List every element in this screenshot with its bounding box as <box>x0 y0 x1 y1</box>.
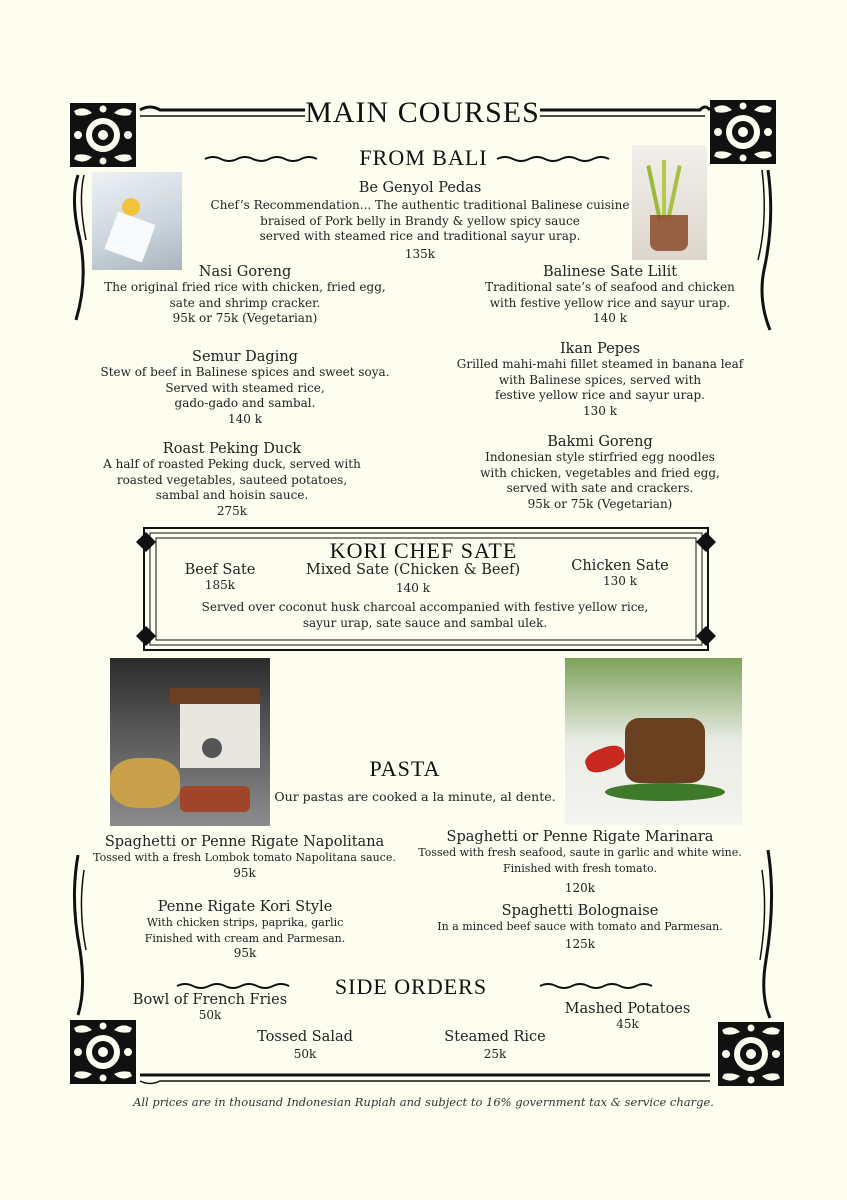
wave-flourish-icon <box>205 157 317 161</box>
sate-description <box>180 600 670 631</box>
description-line: Tossed with fresh seafood, saute in garlic and white wine. <box>418 846 742 859</box>
item-price: 125k <box>564 936 596 951</box>
item-description <box>440 450 760 497</box>
item-name: Spaghetti Bolognaise <box>501 903 659 919</box>
item-price: 45k <box>616 1017 639 1031</box>
item-description <box>425 919 735 935</box>
menu-item <box>440 264 780 325</box>
pasta-intro: Our pastas are cooked a la minute, al dente. <box>274 789 556 804</box>
item-price: 140 k <box>396 581 430 595</box>
section-heading-pasta: PASTA <box>369 756 441 781</box>
item-name: Spaghetti or Penne Rigate Marinara <box>446 829 714 845</box>
menu-item-featured <box>195 180 645 261</box>
description-line: sayur urap, sate sauce and sambal ulek. <box>302 615 548 630</box>
item-name: Semur Daging <box>192 349 298 365</box>
item-price: 135k <box>404 246 436 261</box>
item-name: Roast Peking Duck <box>162 441 302 457</box>
menu-item <box>82 834 407 880</box>
item-description <box>405 845 755 876</box>
description-line: With chicken strips, paprika, garlic <box>146 916 344 929</box>
item-price: 95k <box>233 865 256 880</box>
menu-item <box>555 1001 700 1031</box>
menu-item <box>425 903 735 951</box>
price-footnote: All prices are in thousand Indonesian Rupiah and subject to 16% government tax & service charge. <box>133 1095 714 1109</box>
menu-item <box>440 434 760 511</box>
item-description <box>110 915 380 946</box>
description-line: with Balinese spices, served with <box>498 372 702 387</box>
pork-belly-dish-photo <box>565 658 742 825</box>
description-line: Finished with cream and Parmesan. <box>144 931 346 945</box>
menu-item <box>298 562 528 595</box>
menu-item <box>435 1029 555 1061</box>
item-price: 130 k <box>603 574 637 588</box>
description-line: Finished with fresh tomato. <box>503 861 657 875</box>
description-line: In a minced beef sauce with tomato and Parmesan. <box>437 920 723 933</box>
wave-flourish-icon <box>177 984 289 988</box>
item-name: Penne Rigate Kori Style <box>157 899 333 915</box>
description-line: sate and shrimp cracker. <box>169 295 321 310</box>
description-line: Served over coconut husk charcoal accompanied with festive yellow rice, <box>201 600 649 614</box>
menu-item <box>405 829 755 895</box>
description-line: Grilled mahi-mahi fillet steamed in banana leaf <box>456 357 744 371</box>
item-name: Tossed Salad <box>257 1029 353 1045</box>
item-price: 130 k <box>583 403 617 418</box>
description-line: Traditional sate’s of seafood and chicken <box>485 280 735 294</box>
item-price: 185k <box>204 578 236 592</box>
menu-item <box>430 341 770 418</box>
table-setting-photo <box>92 172 182 270</box>
description-line: Served with steamed rice, <box>165 380 325 395</box>
page-title: MAIN COURSES <box>305 96 540 129</box>
description-line: Indonesian style stirfried egg noodles <box>485 450 715 464</box>
description-line: roasted vegetables, sauteed potatoes, <box>116 472 348 487</box>
item-name: Nasi Goreng <box>198 264 292 280</box>
item-name: Spaghetti or Penne Rigate Napolitana <box>104 834 385 850</box>
description-line: served with sate and crackers. <box>506 481 694 495</box>
item-description <box>195 198 645 245</box>
item-price: 95k <box>233 946 257 960</box>
item-description <box>85 365 405 412</box>
menu-item <box>110 899 380 960</box>
section-heading-sate: KORI CHEF SATE <box>329 538 518 563</box>
menu-item <box>72 441 392 518</box>
description-line: gado-gado and sambal. <box>174 396 316 410</box>
item-description <box>72 457 392 504</box>
item-name: Mixed Sate (Chicken & Beef) <box>305 562 521 578</box>
item-name: Bakmi Goreng <box>547 434 653 450</box>
menu-item <box>85 349 405 426</box>
menu-item <box>245 1029 365 1061</box>
item-description <box>85 280 405 311</box>
description-line: Tossed with a fresh Lombok tomato Napolitana sauce. <box>93 851 396 864</box>
corner-ornament-icon <box>710 100 776 164</box>
item-price: 95k or 75k (Vegetarian) <box>527 496 673 511</box>
item-price: 140 k <box>228 411 262 426</box>
item-description <box>440 280 780 311</box>
description-line: Stew of beef in Balinese spices and sweet soya. <box>100 365 390 379</box>
description-line: sambal and hoisin sauce. <box>155 488 309 502</box>
item-description <box>430 357 770 404</box>
description-line: Chef’s Recommendation... The authentic traditional Balinese cuisine <box>210 198 630 212</box>
corner-ornament-icon <box>70 103 136 167</box>
description-line: A half of roasted Peking duck, served with <box>103 457 361 471</box>
item-name: Bowl of French Fries <box>132 992 288 1008</box>
description-line: festive yellow rice and sayur urap. <box>495 388 705 402</box>
item-price: 95k or 75k (Vegetarian) <box>172 311 318 325</box>
item-price: 25k <box>483 1047 507 1061</box>
menu-item <box>170 562 270 592</box>
menu-item <box>130 992 290 1022</box>
menu-item <box>85 264 405 325</box>
description-line: The original fried rice with chicken, fried egg, <box>104 280 386 294</box>
description-line: with chicken, vegetables and fried egg, <box>480 465 720 480</box>
description-line: braised of Pork belly in Brandy & yellow spicy sauce <box>260 213 580 228</box>
item-name: Ikan Pepes <box>559 341 641 357</box>
item-name: Steamed Rice <box>444 1029 546 1045</box>
item-price: 275k <box>216 503 248 518</box>
item-name: Balinese Sate Lilit <box>542 264 678 280</box>
description-line: served with steamed rice and traditional sayur urap. <box>259 229 581 243</box>
item-description <box>82 850 407 866</box>
item-name: Beef Sate <box>184 562 256 578</box>
item-price: 50k <box>293 1047 317 1061</box>
menu-item <box>565 558 675 588</box>
item-price: 50k <box>198 1008 222 1022</box>
wave-flourish-icon <box>540 984 652 988</box>
section-heading-sides: SIDE ORDERS <box>334 974 488 999</box>
description-line: with festive yellow rice and sayur urap. <box>489 295 731 310</box>
corner-ornament-icon <box>718 1022 784 1086</box>
item-name: Be Genyol Pedas <box>358 180 482 196</box>
item-price: 140 k <box>593 311 627 325</box>
sate-grill-photo <box>110 658 270 826</box>
corner-ornament-icon <box>70 1020 136 1084</box>
item-name: Mashed Potatoes <box>564 1001 691 1017</box>
item-price: 120k <box>564 881 596 895</box>
section-heading-bali: FROM BALI <box>359 145 488 170</box>
item-name: Chicken Sate <box>571 558 669 574</box>
